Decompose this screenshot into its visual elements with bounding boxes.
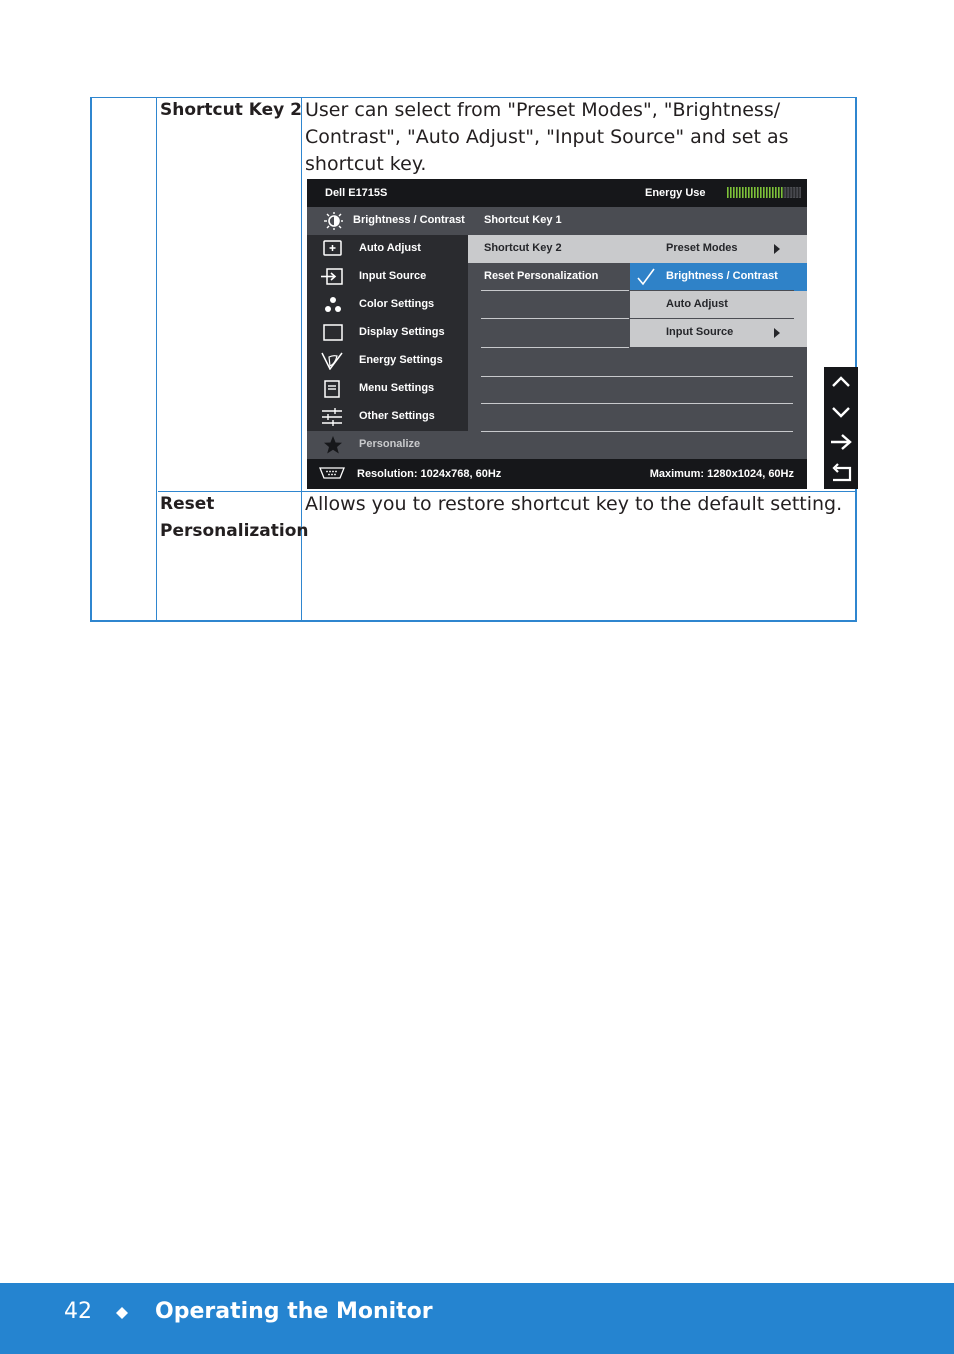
input-source-icon: [321, 268, 343, 286]
menu-item-display-settings[interactable]: [307, 319, 468, 347]
divider: [630, 318, 794, 319]
energy-meter-tick: [775, 187, 777, 198]
diamond-icon: [116, 1307, 128, 1319]
option-auto-adjust[interactable]: [630, 291, 794, 319]
energy-meter-tick: [751, 187, 753, 198]
menu-item-label: Color Settings: [359, 298, 435, 310]
star-icon: [321, 436, 343, 454]
vga-connector-icon: [319, 467, 345, 479]
energy-meter-tick: [748, 187, 750, 198]
energy-meter-tick: [727, 187, 729, 198]
energy-meter-tick: [742, 187, 744, 198]
divider: [481, 431, 793, 432]
section-title: Operating the Monitor: [155, 1299, 433, 1324]
option-input-source[interactable]: [630, 319, 794, 347]
energy-meter-tick: [787, 187, 789, 198]
energy-meter-tick: [760, 187, 762, 198]
menu-settings-icon: [321, 380, 343, 398]
menu-item-other-settings[interactable]: [307, 403, 468, 431]
energy-meter-tick: [790, 187, 792, 198]
page-footer: [0, 1283, 954, 1354]
energy-meter-tick: [784, 187, 786, 198]
submenu-reset-personalization[interactable]: [468, 263, 630, 291]
divider: [481, 376, 793, 377]
osd-header: [307, 179, 807, 207]
energy-meter-tick: [766, 187, 768, 198]
osd-footer: [307, 459, 807, 489]
energy-meter-tick: [793, 187, 795, 198]
resolution-text: Resolution: 1024x768, 60Hz: [357, 468, 502, 480]
energy-meter-tick: [769, 187, 771, 198]
row-description-reset-personalization: Allows you to restore shortcut key to the default setting.: [305, 493, 843, 515]
menu-item-label: Auto Adjust: [359, 242, 421, 254]
energy-use-meter: [727, 187, 803, 198]
option-preset-modes[interactable]: [630, 235, 794, 263]
menu-item-label: Personalize: [359, 438, 421, 450]
menu-item-label: Input Source: [359, 270, 427, 282]
row-label-reset-line1: Reset: [160, 494, 215, 514]
row-label-shortcut-key-2: Shortcut Key 2: [160, 100, 302, 120]
display-settings-icon: [321, 324, 343, 342]
right-arrow-icon[interactable]: [824, 427, 858, 457]
submenu-label: Reset Personalization: [484, 270, 599, 282]
option-brightness-contrast[interactable]: [630, 263, 807, 291]
energy-meter-tick: [733, 187, 735, 198]
energy-meter-tick: [799, 187, 801, 198]
row-description-shortcut-key-2: User can select from "Preset Modes", "Brightness/ Contrast", "Auto Adjust", "Input Source" and set as shortcut key.: [305, 99, 789, 175]
energy-meter-tick: [739, 187, 741, 198]
energy-meter-tick: [781, 187, 783, 198]
maximum-resolution-text: Maximum: 1280x1024, 60Hz: [649, 468, 794, 480]
energy-meter-tick: [730, 187, 732, 198]
menu-item-label: Menu Settings: [359, 382, 435, 394]
checkmark-icon: [636, 268, 656, 286]
submenu-arrow-icon: [774, 328, 780, 338]
option-label: Input Source: [666, 326, 734, 338]
submenu-arrow-icon: [774, 244, 780, 254]
menu-item-label: Other Settings: [359, 410, 435, 422]
option-label: Auto Adjust: [666, 298, 728, 310]
energy-meter-tick: [757, 187, 759, 198]
brightness-icon: [321, 212, 343, 230]
menu-item-label: Energy Settings: [359, 354, 443, 366]
energy-meter-tick: [754, 187, 756, 198]
osd-main-menu: [307, 207, 468, 431]
menu-item-brightness-contrast[interactable]: [307, 207, 468, 235]
energy-meter-tick: [796, 187, 798, 198]
energy-meter-tick: [736, 187, 738, 198]
menu-item-energy-settings[interactable]: [307, 347, 468, 375]
page-number: 42: [64, 1299, 92, 1324]
menu-item-personalize[interactable]: [307, 431, 807, 459]
energy-use-label: Energy Use: [645, 187, 706, 199]
energy-settings-icon: [321, 352, 343, 370]
divider: [481, 318, 629, 319]
row-label-reset-line2: Personalization: [160, 521, 309, 541]
osd-navigation-panel: [824, 367, 858, 489]
energy-meter-tick: [763, 187, 765, 198]
osd-menu-screenshot: [307, 179, 807, 489]
energy-meter-tick: [745, 187, 747, 198]
menu-item-label: Brightness / Contrast: [353, 214, 465, 226]
submenu-shortcut-key-2[interactable]: [468, 235, 630, 263]
submenu-label: Shortcut Key 2: [484, 242, 562, 254]
osd-model-name: Dell E1715S: [325, 187, 388, 199]
option-label: Preset Modes: [666, 242, 738, 254]
option-label: Brightness / Contrast: [666, 270, 778, 282]
submenu-label: Shortcut Key 1: [484, 214, 562, 226]
menu-item-menu-settings[interactable]: [307, 375, 468, 403]
divider: [481, 403, 793, 404]
divider: [630, 290, 794, 291]
submenu-shortcut-key-1[interactable]: [468, 207, 630, 235]
column-divider: [156, 98, 157, 620]
up-arrow-icon[interactable]: [824, 367, 858, 397]
menu-item-color-settings[interactable]: [307, 291, 468, 319]
option-list-edge: [794, 291, 807, 347]
auto-adjust-icon: [321, 240, 343, 258]
divider: [481, 290, 629, 291]
color-settings-icon: [321, 296, 343, 314]
menu-item-input-source[interactable]: [307, 263, 468, 291]
other-settings-icon: [321, 408, 343, 426]
menu-item-auto-adjust[interactable]: [307, 235, 468, 263]
energy-meter-tick: [772, 187, 774, 198]
menu-item-label: Display Settings: [359, 326, 445, 338]
divider: [481, 347, 629, 348]
back-icon[interactable]: [824, 459, 858, 489]
energy-meter-tick: [778, 187, 780, 198]
down-arrow-icon[interactable]: [824, 397, 858, 427]
